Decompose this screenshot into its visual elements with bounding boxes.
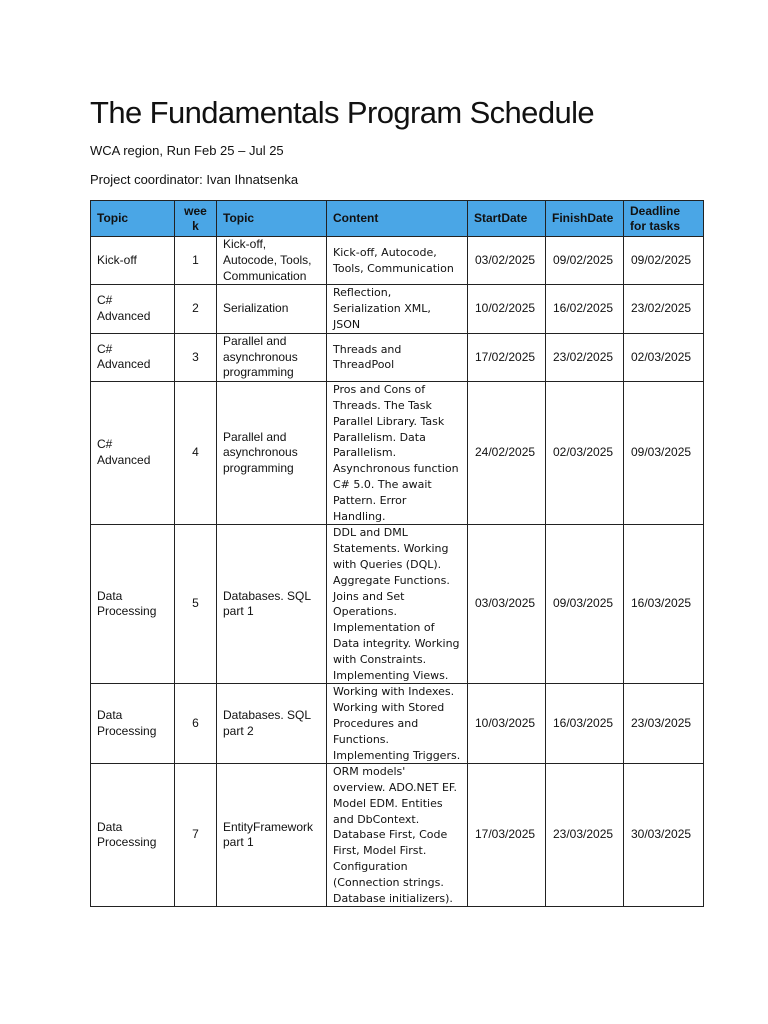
row-topic: Data Processing	[91, 525, 175, 684]
table-row	[91, 237, 704, 285]
row-topic: Data Processing	[91, 684, 175, 764]
row-finish-date: 02/03/2025	[546, 382, 624, 525]
row-subtopic: Parallel and asynchronous programming	[217, 333, 327, 381]
row-content: Threads and ThreadPool	[327, 333, 468, 381]
row-start-date: 03/02/2025	[468, 237, 546, 285]
row-subtopic: EntityFramework part 1	[217, 764, 327, 907]
row-content: DDL and DML Statements. Working with Queries (DQL). Aggregate Functions. Joins and Set Operations. Implementation of Data integrity. Working with Constraints. Implementing Views.	[327, 525, 468, 684]
row-deadline: 02/03/2025	[624, 333, 704, 381]
row-week: 4	[175, 382, 217, 525]
header-content: Content	[327, 201, 468, 237]
row-finish-date: 16/03/2025	[546, 684, 624, 764]
row-content: ORM models' overview. ADO.NET EF. Model EDM. Entities and DbContext. Database First, Code First, Model First. Configuration (Connection strings. Database initializers).	[327, 764, 468, 907]
row-week: 3	[175, 333, 217, 381]
row-deadline: 30/03/2025	[624, 764, 704, 907]
row-start-date: 17/03/2025	[468, 764, 546, 907]
header-week: week	[175, 201, 217, 237]
schedule-table	[90, 200, 704, 907]
row-finish-date: 23/03/2025	[546, 764, 624, 907]
row-subtopic: Databases. SQL part 1	[217, 525, 327, 684]
row-deadline: 16/03/2025	[624, 525, 704, 684]
row-deadline: 23/03/2025	[624, 684, 704, 764]
row-topic: Kick-off	[91, 237, 175, 285]
row-week: 1	[175, 237, 217, 285]
row-week: 7	[175, 764, 217, 907]
row-topic: Data Processing	[91, 764, 175, 907]
row-week: 6	[175, 684, 217, 764]
row-week: 5	[175, 525, 217, 684]
table-row	[91, 684, 704, 764]
row-topic: C# Advanced	[91, 382, 175, 525]
page-title: The Fundamentals Program Schedule	[90, 95, 595, 130]
table-row	[91, 764, 704, 907]
region-run-subtitle: WCA region, Run Feb 25 – Jul 25	[90, 143, 284, 158]
row-topic: C# Advanced	[91, 285, 175, 333]
row-finish-date: 09/02/2025	[546, 237, 624, 285]
header-start-date: StartDate	[468, 201, 546, 237]
row-subtopic: Kick-off, Autocode, Tools, Communication	[217, 237, 327, 285]
row-finish-date: 16/02/2025	[546, 285, 624, 333]
row-start-date: 03/03/2025	[468, 525, 546, 684]
table-row	[91, 333, 704, 381]
row-start-date: 24/02/2025	[468, 382, 546, 525]
row-start-date: 17/02/2025	[468, 333, 546, 381]
row-finish-date: 23/02/2025	[546, 333, 624, 381]
row-subtopic: Parallel and asynchronous programming	[217, 382, 327, 525]
row-deadline: 09/02/2025	[624, 237, 704, 285]
table-row	[91, 382, 704, 525]
header-deadline: Deadline for tasks	[624, 201, 704, 237]
row-finish-date: 09/03/2025	[546, 525, 624, 684]
row-subtopic: Databases. SQL part 2	[217, 684, 327, 764]
header-topic: Topic	[91, 201, 175, 237]
row-start-date: 10/02/2025	[468, 285, 546, 333]
project-coordinator: Project coordinator: Ivan Ihnatsenka	[90, 172, 299, 187]
table-row	[91, 525, 704, 684]
row-topic: C# Advanced	[91, 333, 175, 381]
row-subtopic: Serialization	[217, 285, 327, 333]
table-header-row	[91, 201, 704, 237]
row-content: Pros and Cons of Threads. The Task Parallel Library. Task Parallelism. Data Parallelism. Asynchronous function C# 5.0. The await Pattern. Error Handling.	[327, 382, 468, 525]
row-content: Working with Indexes. Working with Stored Procedures and Functions. Implementing Triggers.	[327, 684, 468, 764]
header-finish-date: FinishDate	[546, 201, 624, 237]
row-content: Kick-off, Autocode, Tools, Communication	[327, 237, 468, 285]
table-row	[91, 285, 704, 333]
row-content: Reflection, Serialization XML, JSON	[327, 285, 468, 333]
row-deadline: 09/03/2025	[624, 382, 704, 525]
row-deadline: 23/02/2025	[624, 285, 704, 333]
row-start-date: 10/03/2025	[468, 684, 546, 764]
header-subtopic: Topic	[217, 201, 327, 237]
row-week: 2	[175, 285, 217, 333]
